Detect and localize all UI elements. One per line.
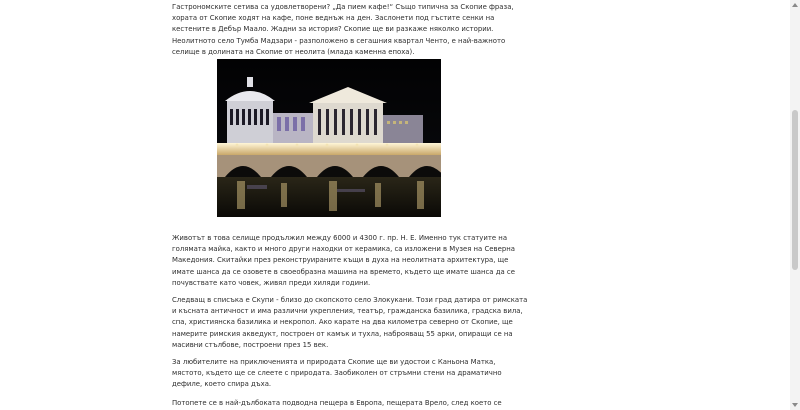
scroll-up-arrow-icon[interactable] <box>792 3 798 7</box>
paragraph-skupi: Следващ в списъка е Скупи - близо до скопското село Злокукани. Този град датира от римската и късната античност и има различни укрепления, театър, гражданска базилика, градска вила, спа, християнска базилика и некропол. Ако карате на два километра северно от Скопие, ще намерите римския акведукт, построен от камък и тухла, наброяващ 55 арки, опиращи се на масивни стълбове, построени през 15 век. <box>172 296 528 349</box>
article-photo <box>217 59 441 217</box>
scrollbar-thumb[interactable] <box>792 110 798 270</box>
page-scrollbar[interactable] <box>790 0 800 410</box>
paragraph-matka-canyon: За любителите на приключенията и природата Скопие ще ви удостои с Каньона Матка, мястото, където ще се слеете с природата. Заобиколен от стръмни стени на драматично дефиле, което спира дъха. <box>172 358 502 389</box>
paragraph-intro: Гастрономските сетива са удовлетворени? „Да пием кафе!“ Също типична за Скопие фраза, хората от Скопие ходят на кафе, поне веднъж на ден. Заслонети под гъстите сенки на кестените в Дебър Маало. Жадни за история? Скопие ще ви разкаже няколко истории. Неолитното село Тумба Мадзари - разположено в сегашния квартал Ченто, е най-важното селище в долината на Скопие от неолита (млада каменна епоха). <box>172 3 514 56</box>
paragraph-vrelo-cave: Потопете се в най-дълбоката подводна пещера в Европа, пещерата Врело, след което се <box>172 399 502 407</box>
paragraph-neolithic-life: Животът в това селище продължил между 6000 и 4300 г. пр. Н. Е. Именно тук статуите на голямата майка, както и много други находки от керамика, са изложени в Музея на Северна Македония. Скитайки през реконструираните къщи в духа на неолитната архитектура, ще имате шанса да се озовете в своеобразна машина на времето, където ще имате шанса да се почувствате като човек, живял преди хиляди години. <box>172 234 515 287</box>
river-reflection <box>217 177 441 217</box>
stone-bridge <box>217 143 441 177</box>
scroll-down-arrow-icon[interactable] <box>792 403 798 407</box>
